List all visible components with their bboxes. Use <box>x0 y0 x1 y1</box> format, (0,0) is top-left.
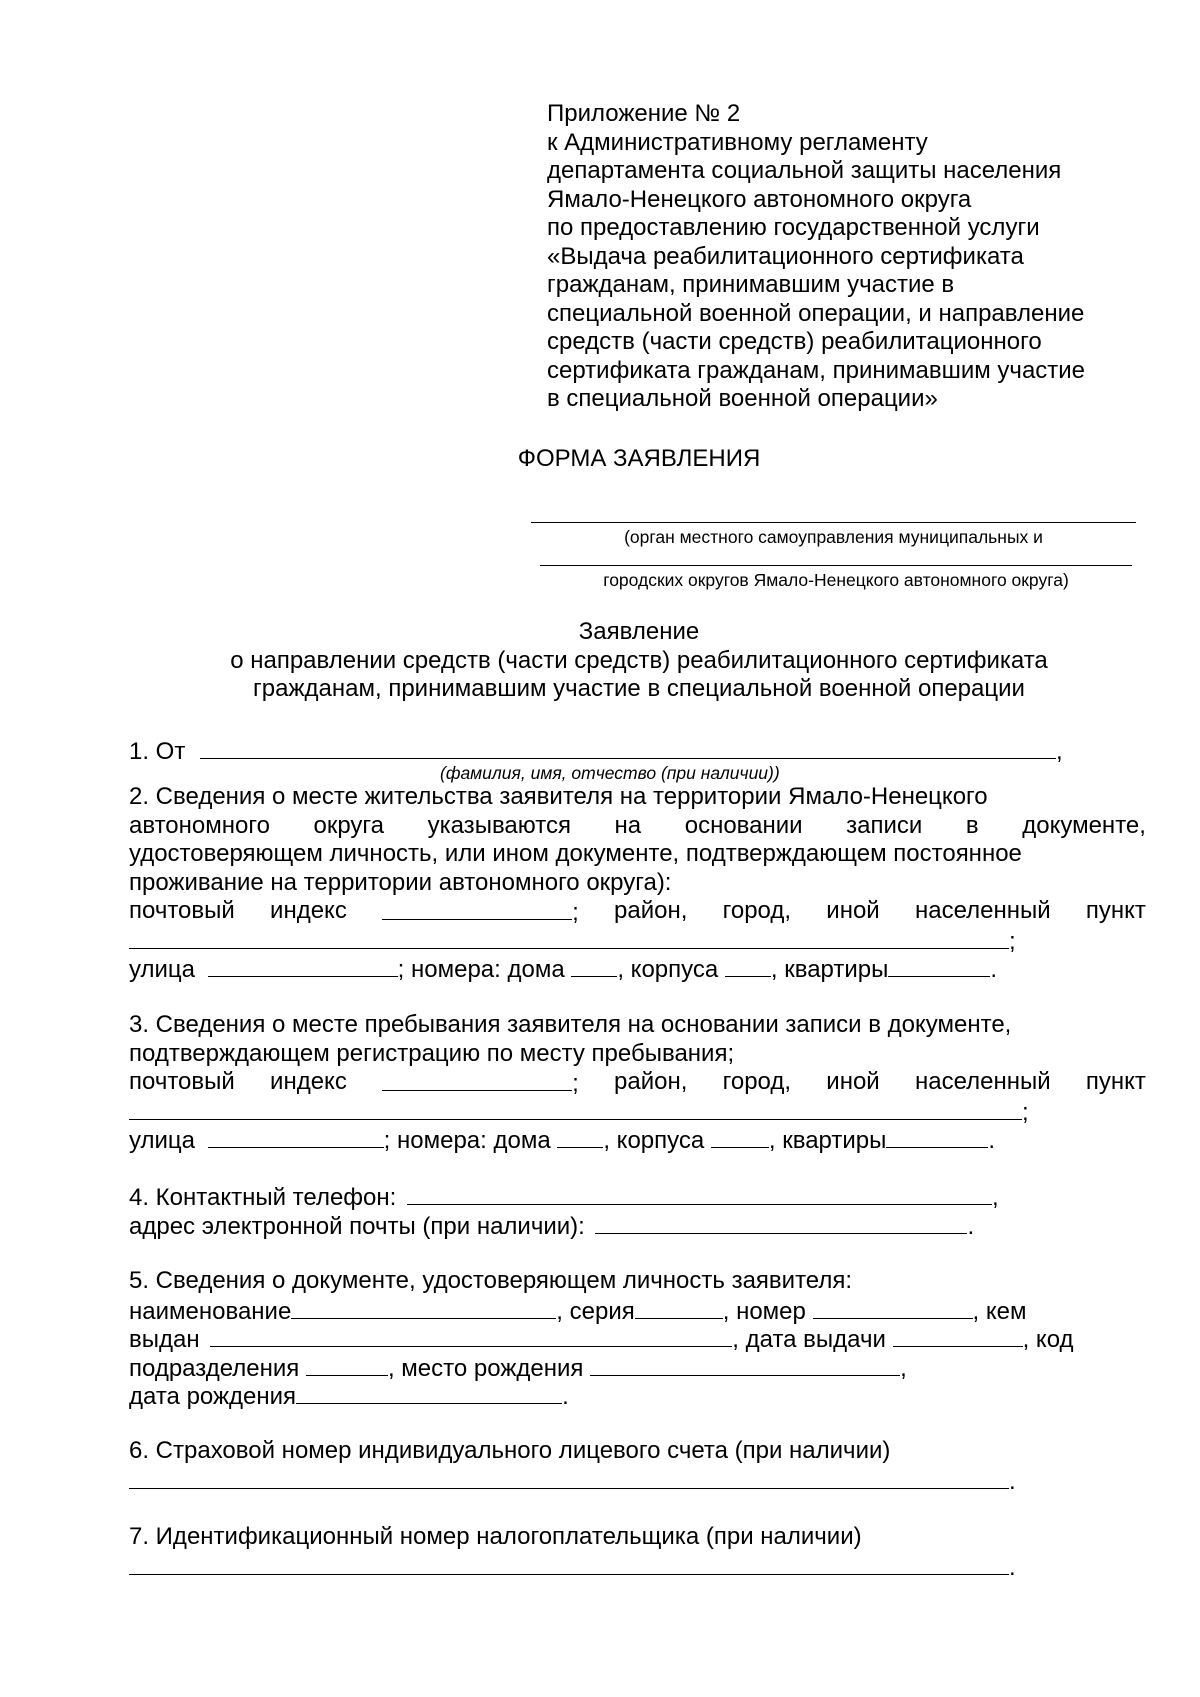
issue-date-label: , дата выдачи <box>732 1326 886 1353</box>
subdivision-code-field[interactable] <box>306 1353 388 1376</box>
series-label: , серия <box>556 1297 635 1325</box>
issue-date-field[interactable] <box>893 1324 1023 1347</box>
dot: . <box>967 1212 975 1240</box>
postal-label: почтовый <box>129 897 235 924</box>
birthplace-label: , место рождения <box>387 1354 584 1382</box>
section-5 <box>129 1267 1146 1410</box>
issued-by-field[interactable] <box>210 1324 732 1347</box>
district-label: район, <box>614 897 688 924</box>
s2-line-1: 2. Сведения о месте жительства заявителя на территории Ямало-Ненецкого <box>129 783 988 810</box>
appendix-line: департамента социальной защиты населения <box>547 157 1062 184</box>
inn-label: 7. Идентификационный номер налогоплательщика (при наличии) <box>129 1523 862 1550</box>
semicolon: ; <box>572 899 579 926</box>
section-1 <box>129 736 1146 765</box>
heading-line-3: гражданам, принимавшим участие в специальной военной операции <box>253 675 1025 702</box>
appendix-line: к Административному регламенту <box>547 128 928 156</box>
section-7 <box>129 1523 1146 1580</box>
appendix-line: средств (части средств) реабилитационного <box>547 328 1042 355</box>
city-label: город, <box>722 1068 792 1095</box>
appendix-line: по предоставлению государственной услуги <box>547 214 1040 241</box>
section-4 <box>129 1182 1146 1239</box>
word: на <box>614 811 642 839</box>
birthdate-field[interactable] <box>296 1381 562 1404</box>
index-label: индекс <box>270 1068 347 1095</box>
section-3 <box>129 1011 1146 1154</box>
district-label: район, <box>614 1068 688 1095</box>
flat-field[interactable] <box>888 954 990 977</box>
appendix-line: «Выдача реабилитационного сертификата <box>547 242 1024 270</box>
street-label: улица <box>129 1127 195 1154</box>
number-label: , номер <box>722 1297 806 1325</box>
snils-row <box>129 1466 1146 1495</box>
dot: . <box>562 1383 569 1410</box>
street-field[interactable] <box>208 954 398 977</box>
number-field[interactable] <box>813 1296 973 1319</box>
birthplace-field[interactable] <box>590 1353 900 1376</box>
other-label: иной <box>826 1068 880 1095</box>
issued-row <box>129 1324 1146 1353</box>
form-title: ФОРМА ЗАЯВЛЕНИЯ <box>517 445 761 472</box>
s2-line-2 <box>129 812 1146 841</box>
appendix-line: специальной военной операции, и направление <box>547 299 1085 327</box>
appendix-line: Ямало-Ненецкого автономного округа <box>547 185 972 213</box>
word: автономного <box>129 811 270 839</box>
appendix-line: в специальной военной операции» <box>547 385 938 412</box>
appendix-block <box>547 100 1187 414</box>
s2-settlement-row <box>129 926 1146 955</box>
settlement-field[interactable] <box>129 1097 1022 1120</box>
fullname-field[interactable] <box>200 736 1056 759</box>
settlement-label: населенный <box>914 897 1051 924</box>
issued-label: выдан <box>129 1326 200 1353</box>
settlement-field[interactable] <box>129 926 1009 949</box>
dot: . <box>1009 1553 1016 1581</box>
phone-label: 4. Контактный телефон: <box>129 1184 397 1211</box>
other-label: иной <box>826 897 880 924</box>
house-field[interactable] <box>557 1125 603 1148</box>
s3-line-2: подтверждающем регистрацию по месту пребывания; <box>129 1039 735 1067</box>
settlement-label: населенный <box>914 1068 1051 1095</box>
authority-line-2[interactable] <box>540 565 1132 566</box>
doc-name-label: наименование <box>129 1297 292 1325</box>
word: указываются <box>427 811 571 839</box>
birthdate-row <box>129 1381 1146 1410</box>
heading-line-2: о направлении средств (части средств) реабилитационного сертификата <box>230 646 1048 674</box>
word: в <box>965 811 979 839</box>
dot: . <box>1009 1467 1016 1495</box>
snils-field[interactable] <box>129 1466 1009 1489</box>
house-label: ; номера: дома <box>383 1127 551 1154</box>
s2-postal-row <box>129 897 1146 926</box>
snils-label: 6. Страховой номер индивидуального лицевого счета (при наличии) <box>129 1437 891 1464</box>
flat-field[interactable] <box>886 1125 988 1148</box>
word: округа <box>313 811 384 839</box>
s2-street-row <box>129 954 1146 983</box>
inn-row <box>129 1552 1146 1581</box>
semicolon: ; <box>572 1070 579 1097</box>
dot: . <box>990 956 998 983</box>
phone-row <box>129 1182 1146 1211</box>
fullname-caption: (фамилия, имя, отчество (при наличии)) <box>440 763 780 783</box>
issued-by-label: , кем <box>972 1297 1027 1325</box>
authority-caption-1: (орган местного самоуправления муниципальных и <box>624 527 1043 547</box>
s2-line-4: проживание на территории автономного округа): <box>129 868 672 896</box>
s3-settlement-row <box>129 1097 1146 1126</box>
birthdate-label: дата рождения <box>129 1383 297 1410</box>
email-field[interactable] <box>595 1211 967 1234</box>
city-label: город, <box>722 897 792 924</box>
word: документе, <box>1022 811 1146 839</box>
dot: . <box>988 1127 996 1154</box>
s2-line-3: удостоверяющем личность, или ином документе, подтверждающем постоянное <box>129 840 1022 867</box>
email-row <box>129 1211 1146 1240</box>
comma: , <box>1056 738 1063 765</box>
subdivision-label: подразделения <box>129 1354 300 1382</box>
comma: , <box>992 1184 999 1211</box>
index-label: индекс <box>270 897 347 924</box>
inn-field[interactable] <box>129 1552 1009 1575</box>
section-6 <box>129 1437 1146 1494</box>
series-field[interactable] <box>635 1296 723 1319</box>
flat-label: , квартиры <box>770 956 889 983</box>
subdivision-row <box>129 1353 1146 1382</box>
heading-line-1: Заявление <box>578 618 700 645</box>
authority-caption-2: городских округов Ямало-Ненецкого автономного округа) <box>603 570 1069 590</box>
house-field[interactable] <box>571 954 617 977</box>
s3-line-1: 3. Сведения о месте пребывания заявителя на основании записи в документе, <box>129 1011 1012 1038</box>
postal-label: почтовый <box>129 1068 235 1095</box>
phone-field[interactable] <box>407 1182 992 1205</box>
flat-label: , квартиры <box>768 1127 887 1154</box>
word: основании <box>684 811 803 839</box>
block-label: , корпуса <box>617 956 719 983</box>
block-field[interactable] <box>725 954 771 977</box>
application-heading <box>0 618 1200 704</box>
s5-line-1: 5. Сведения о документе, удостоверяющем личность заявителя: <box>129 1267 853 1294</box>
from-label: 1. От <box>129 738 186 765</box>
authority-line-1[interactable] <box>531 522 1136 523</box>
block-field[interactable] <box>711 1125 769 1148</box>
word: записи <box>846 811 923 839</box>
point-label: пункт <box>1085 897 1146 924</box>
authority-field-1 <box>531 522 1136 548</box>
authority-field-2 <box>540 565 1132 591</box>
s3-postal-row <box>129 1068 1146 1097</box>
appendix-line: гражданам, принимавшим участие в <box>547 271 955 298</box>
email-label: адрес электронной почты (при наличии): <box>129 1212 585 1240</box>
postal-index-field[interactable] <box>382 897 572 920</box>
comma: , <box>900 1354 907 1382</box>
appendix-line: Приложение № 2 <box>547 100 741 127</box>
section-2 <box>129 783 1146 983</box>
s3-street-row <box>129 1125 1146 1154</box>
code-label: , код <box>1022 1326 1074 1353</box>
street-field[interactable] <box>208 1125 384 1148</box>
block-label: , корпуса <box>603 1127 705 1154</box>
appendix-line: сертификата гражданам, принимавшим участие <box>547 356 1086 384</box>
doc-name-row <box>129 1296 1146 1325</box>
point-label: пункт <box>1085 1068 1146 1095</box>
street-label: улица <box>129 956 195 983</box>
house-label: ; номера: дома <box>397 956 565 983</box>
semicolon: ; <box>1022 1098 1029 1126</box>
semicolon: ; <box>1009 927 1016 955</box>
postal-index-field[interactable] <box>382 1068 572 1091</box>
doc-name-field[interactable] <box>291 1296 556 1319</box>
